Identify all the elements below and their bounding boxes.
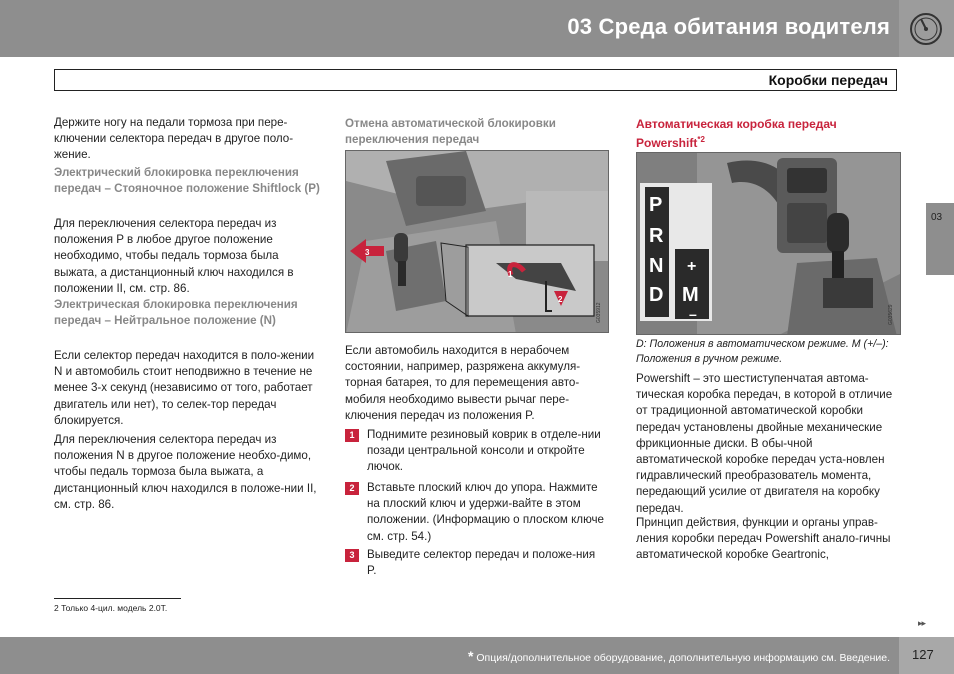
override-heading: Отмена автоматической блокировки переключения передач [345, 117, 556, 147]
step-text-2: Вставьте плоский ключ до упора. Нажмите на плоский ключ и удержи-вайте в этом положении. (Информацию о плоском ключе см. стр. 54.) [367, 481, 604, 543]
gear-letter-d: D [649, 284, 664, 306]
shiftlock-paragraph: Для переключения селектора передач из положения P в любое другое положение необходимо, чтобы педаль тормоза была выжата, а дистанционный ключ находился в положении II, см. стр. 86. [54, 217, 294, 295]
override-paragraph: Если автомобиль находится в нерабочем состоянии, например, разряжена аккумуля-торная батарея, то для перемещения авто-мобиля необходимо вывести рычаг пере-ключения передач из положения P. [345, 344, 581, 422]
chapter-tab-label: 03 [931, 212, 943, 223]
option-note [468, 648, 890, 664]
neutral-lock-paragraph: Если селектор передач находится в поло-жении N и автомобиль стоит неподвижно в течение не менее 3-х секунд (независимо от того, работает двигатель или нет), то селек-тор передач блокируется. [54, 349, 315, 427]
footer-star: * [467, 648, 474, 664]
step-text-1: Поднимите резиновый коврик в отделе-нии позади центральной консоли и откройте лючок. [367, 428, 601, 474]
neutral-lock-heading: Электрическая блокировка переключения передач – Нейтральное положение (N) [54, 298, 298, 328]
footnote: 2 Только 4-цил. модель 2.0T. [54, 603, 168, 613]
neutral-release-paragraph: Для переключения селектора передач из положения N в другое положение необхо-димо, чтобы педаль тормоза была выжата, а дистанционный ключ находился в положе-нии II, см. стр. 86. [54, 433, 317, 511]
footnote-ref: *2 [697, 135, 705, 144]
intro-paragraph: Держите ногу на педали тормоза при пере-ключении селектора передач в другое поло-жение. [54, 116, 294, 162]
gear-minus-symbol: – [689, 306, 697, 322]
shift-lock-override-figure [345, 150, 609, 333]
footnote-divider [54, 598, 181, 599]
gear-letter-r: R [649, 225, 664, 247]
continue-arrows-icon: ▸▸ [918, 618, 926, 628]
gear-letter-n: N [649, 255, 664, 277]
gear-letter-m: M [682, 284, 699, 306]
chapter-title: 03 Среда обитания водителя [567, 14, 890, 39]
step-number-2: 2 [345, 482, 359, 495]
section-title-box [54, 69, 897, 91]
chapter-tab[interactable] [926, 203, 954, 275]
gear-figure-caption: D: Положения в автоматическом режиме. M (+/–): Положения в ручном режиме. [636, 338, 889, 365]
figure-label-1: 1 [508, 270, 513, 279]
gauge-icon [899, 0, 954, 57]
figure-id-g035629: G035629 [888, 304, 894, 325]
powershift-gear-figure [636, 152, 901, 335]
powershift-heading-text: Автоматическая коробка передач Powershift [636, 117, 837, 150]
step-number-1: 1 [345, 429, 359, 442]
figure-label-3: 3 [365, 248, 370, 257]
shiftlock-heading: Электрический блокировка переключения передач – Стояночное положение Shiftlock (P) [54, 166, 320, 196]
powershift-description: Powershift – это шестиступенчатая автома-тическая коробка передач, в которой в отличие от традиционной автоматической коробки передач установлены двойные механические фрикционные диски. В обы-чной автоматической коробке передач уста-новлен гидравлический преобразователь момента, передающий усилие от двигателя на коробку передач. [636, 372, 893, 515]
page-number: 127 [912, 647, 934, 662]
step-number-3: 3 [345, 549, 359, 562]
section-title: Коробки передач [768, 72, 888, 88]
figure-label-2: 2 [558, 295, 563, 304]
page-number-box [899, 637, 954, 674]
step-text-3: Выведите селектор передач и положе-ния P. [367, 548, 596, 578]
gear-plus-symbol: + [687, 258, 697, 275]
gear-letter-p: P [649, 194, 663, 216]
page-header [0, 0, 954, 57]
option-note-text: Опция/дополнительное оборудование, дополнительную информацию см. Введение. [476, 652, 890, 664]
page-footer [0, 637, 954, 674]
figure-id-g035912: G035912 [596, 302, 602, 323]
powershift-principle: Принцип действия, функции и органы управ-ления коробки передач Powershift анало-гичны автоматической коробке Geartronic, [636, 516, 891, 562]
powershift-heading [636, 116, 906, 151]
